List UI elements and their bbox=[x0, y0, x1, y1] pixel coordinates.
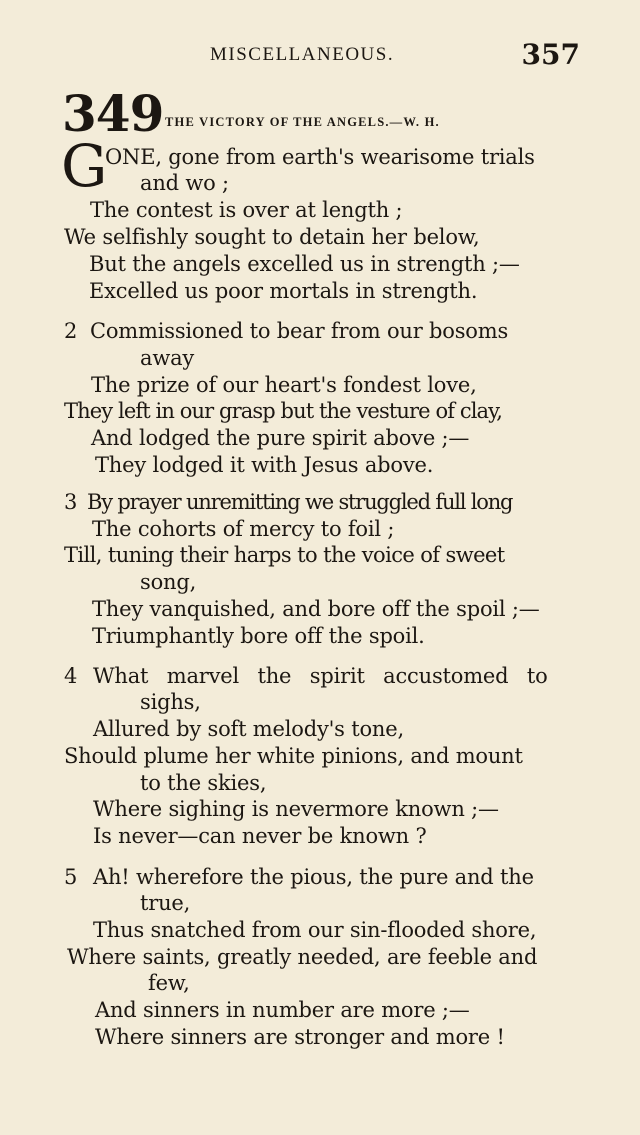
stanza-3-line-5: They vanquished, and bore off the spoil ;— bbox=[92, 597, 540, 621]
stanza-1-line-6: Excelled us poor mortals in strength. bbox=[89, 279, 478, 303]
stanza-4-line-2: sighs, bbox=[140, 690, 201, 714]
stanza-4-line-7: Is never—can never be known ? bbox=[93, 824, 427, 848]
stanza-3-line-6: Triumphantly bore off the spoil. bbox=[92, 624, 425, 648]
drop-cap: G bbox=[61, 132, 108, 200]
stanza-1-line-3: The contest is over at length ; bbox=[90, 198, 403, 222]
stanza-2-number: 2 bbox=[64, 319, 78, 343]
stanza-5-line-2: true, bbox=[140, 891, 191, 915]
running-head: MISCELLANEOUS. bbox=[210, 44, 395, 65]
stanza-5-line-4: Where saints, greatly needed, are feeble and bbox=[67, 945, 538, 969]
stanza-3-number: 3 bbox=[64, 490, 78, 514]
stanza-1-line-2: and wo ; bbox=[140, 171, 229, 195]
stanza-5-line-5: few, bbox=[148, 971, 190, 995]
stanza-5-line-7: Where sinners are stronger and more ! bbox=[95, 1025, 505, 1049]
stanza-2-line-4: They left in our grasp but the vesture of clay, bbox=[64, 399, 503, 423]
stanza-3-line-1: By prayer unremitting we struggled full long bbox=[87, 490, 513, 514]
stanza-3-line-3: Till, tuning their harps to the voice of sweet bbox=[64, 543, 505, 567]
stanza-5-line-1: Ah! wherefore the pious, the pure and the bbox=[93, 865, 534, 889]
stanza-4-line-3: Allured by soft melody's tone, bbox=[93, 717, 404, 741]
stanza-3-line-4: song, bbox=[140, 570, 197, 594]
hymn-number: 349 bbox=[62, 84, 164, 143]
stanza-3-line-2: The cohorts of mercy to foil ; bbox=[92, 517, 395, 541]
stanza-2-line-5: And lodged the pure spirit above ;— bbox=[91, 426, 470, 450]
stanza-1-line-1: ONE, gone from earth's wearisome trials bbox=[105, 145, 535, 169]
stanza-2-line-2: away bbox=[140, 346, 195, 370]
stanza-1-line-4: We selfishly sought to detain her below, bbox=[64, 225, 480, 249]
stanza-4-line-6: Where sighing is nevermore known ;— bbox=[93, 797, 499, 821]
stanza-5-number: 5 bbox=[64, 865, 78, 889]
stanza-4-number: 4 bbox=[64, 664, 78, 688]
stanza-2-line-1: Commissioned to bear from our bosoms bbox=[90, 319, 509, 343]
stanza-4-line-4: Should plume her white pinions, and mount bbox=[64, 744, 523, 768]
page-number: 357 bbox=[521, 38, 580, 71]
stanza-2-line-6: They lodged it with Jesus above. bbox=[95, 453, 434, 477]
hymn-title: THE VICTORY OF THE ANGELS.—W. H. bbox=[165, 115, 440, 129]
stanza-5-line-6: And sinners in number are more ;— bbox=[95, 998, 470, 1022]
stanza-4-line-1: What marvel the spirit accustomed to bbox=[93, 664, 548, 688]
stanza-4-line-5: to the skies, bbox=[140, 771, 267, 795]
stanza-1-line-5: But the angels excelled us in strength ;— bbox=[89, 252, 520, 276]
stanza-5-line-3: Thus snatched from our sin-flooded shore, bbox=[93, 918, 537, 942]
stanza-2-line-3: The prize of our heart's fondest love, bbox=[91, 373, 477, 397]
